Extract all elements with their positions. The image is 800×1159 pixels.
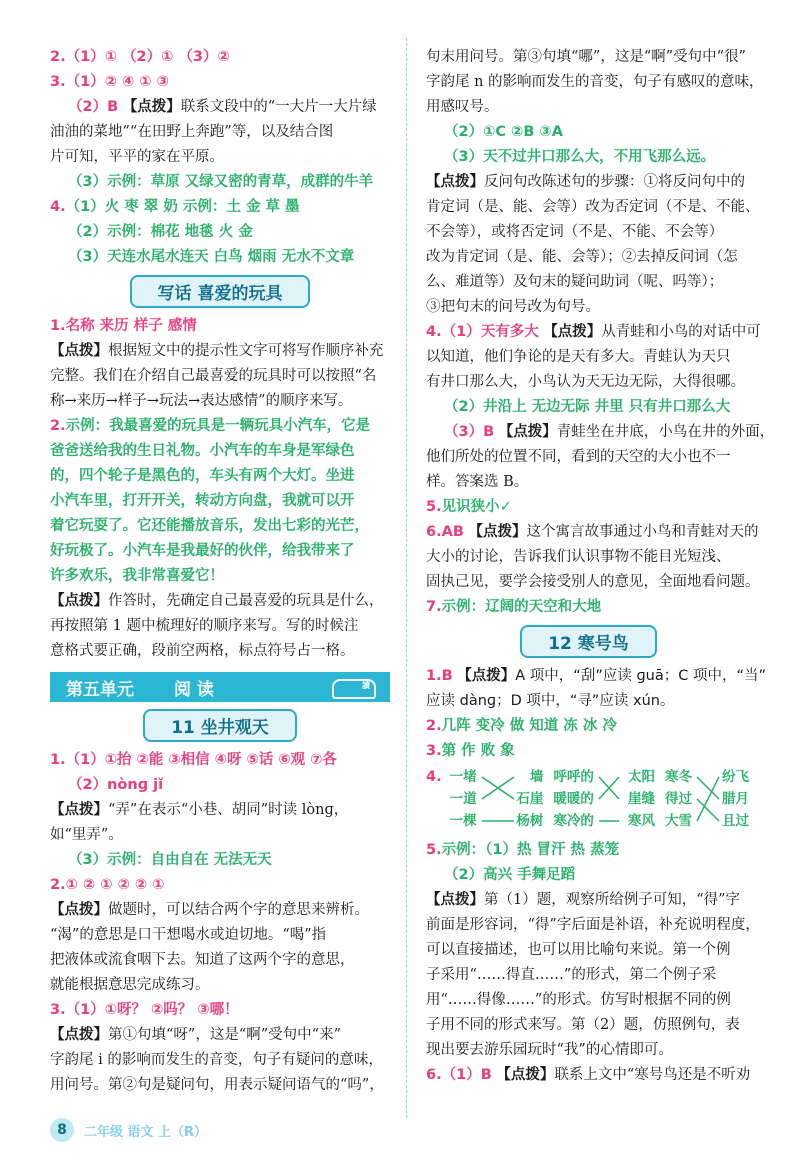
text-line: 称→来历→样子→玩法→表达感情”的顺序来写。 xyxy=(50,393,353,409)
text-line: 不会等），或将否定词（不是、不能、不会等） xyxy=(426,224,724,240)
page-footer xyxy=(50,1118,207,1142)
hint-line: 【点拨】作答时，先确定自己最喜爱的玩具是什么， xyxy=(50,593,384,609)
matching-exercise: 4. 一堵 一道 一棵 墙 石崖 杨树 呼呼的 暖暖的 寒冷的 太阳 崖缝 寒风 寒冬 得过 大雪 纷飞 腊月 且过 xyxy=(426,766,751,836)
text-line: 着它玩耍了。它还能播放音乐，发出七彩的光芒， xyxy=(50,518,369,534)
answer-line: 1.名称 来历 样子 感情 xyxy=(50,318,197,334)
answer-line: 2.（1）① （2）① （3）② xyxy=(50,49,230,65)
answer-line: 2.示例：我最喜爱的玩具是一辆玩具小汽车，它是 xyxy=(50,418,371,434)
check-mark-icon: ✓ xyxy=(499,499,512,515)
text-line: 应读 dànɡ；D 项中，“寻”应读 xún。 xyxy=(426,693,675,709)
text-line: 如“里弄”。 xyxy=(50,827,123,843)
text-line: 完整。我们在介绍自己最喜爱的玩具时可以按照“名 xyxy=(50,368,377,384)
text-line: 改为肯定词（是、能、会等）；②去掉反问词（怎 xyxy=(426,249,738,265)
text-line: 固执己见，要学会接受别人的意见，全面地看问题。 xyxy=(426,574,760,590)
section-header-writing: 写话 喜爱的玩具 xyxy=(50,274,390,308)
text-line: 用“……得像……”的形式。仿写时根据不同的例 xyxy=(426,992,731,1008)
answer-line: （3）示例：自由自在 无法无天 xyxy=(68,852,272,868)
text-line: 子采用“……得直……”的形式，第二个例子采 xyxy=(426,967,717,983)
answer-line: （2）B 【点拨】联系文段中的“一大片一大片绿 xyxy=(68,99,377,115)
answer-line: （2）示例：棉花 地毯 火 金 xyxy=(68,224,253,240)
text-line: 现出要去游乐园玩时“我”的心情即可。 xyxy=(426,1042,673,1058)
answer-line: （3）天连水尾水连天 白鸟 烟雨 无水不文章 xyxy=(68,249,355,265)
answer-line: （2）①C ②B ③A xyxy=(444,124,563,140)
hint-line: 【点拨】第①句填“呀”，这是“啊”受句中“来” xyxy=(50,1027,341,1043)
text-line: 把液体或流食咽下去。知道了这两个字的意思， xyxy=(50,952,355,968)
answer-line: 6.AB 【点拨】这个寓言故事通过小鸟和青蛙对天的 xyxy=(426,524,759,540)
text-line: 的，四个轮子是黑色的，车头有两个大灯。坐进 xyxy=(50,468,355,484)
text-line: “渴”的意思是口干想喝水或迫切地。“喝”指 xyxy=(50,927,327,943)
text-line: 油油的菜地”“在田野上奔跑”等，以及结合图 xyxy=(50,124,334,140)
text-line: 用感叹号。 xyxy=(426,99,499,115)
text-line: 再按照第 1 题中梳理好的顺序来写。写的时候注 xyxy=(50,618,359,634)
text-line: 意格式要正确，段前空两格，标点符号占一格。 xyxy=(50,643,355,659)
answer-line: （3）示例：草原 又绿又密的青草，成群的牛羊 xyxy=(68,174,374,190)
text-line: 肯定词（是、能、会等）改为否定词（不是、不能、 xyxy=(426,199,760,215)
page-number: 8 xyxy=(50,1118,74,1142)
section-header-lesson-12: 12 寒号鸟 xyxy=(426,624,751,658)
text-line: 句末用问号。第③句填“哪”，这是“啊”受句中“很” xyxy=(426,49,746,65)
text-line: 用问号。第②句是疑问句，用表示疑问语气的“吗”， xyxy=(50,1077,384,1093)
match-group-1: 一堵 一道 一棵 墙 石崖 杨树 xyxy=(448,766,546,836)
answer-line: 2.几阵 变冷 做 知道 冻 冰 冷 xyxy=(426,718,617,734)
text-line: 好玩极了。小汽车是我最好的伙伴，给我带来了 xyxy=(50,543,355,559)
section-header-lesson-11: 11 坐井观天 xyxy=(50,708,390,742)
match-group-2: 呼呼的 暖暖的 寒冷的 太阳 崖缝 寒风 xyxy=(551,766,657,836)
match-group-3: 寒冬 得过 大雪 纷飞 腊月 且过 xyxy=(663,766,751,836)
text-line: 样。答案选 B。 xyxy=(426,474,529,490)
answer-line: 6.（1）B 【点拨】联系上文中“寒号鸟还是不听劝 xyxy=(426,1067,751,1083)
answer-line: 4.（1）火 枣 翠 奶 示例：土 金 草 墨 xyxy=(50,199,300,215)
answer-line: 4.（1）天有多大 【点拨】从青蛙和小鸟的对话中可 xyxy=(426,324,761,340)
text-line: 片可知，平平的家在平原。 xyxy=(50,149,224,165)
text-line: 小汽车里，打开开关，转动方向盘，我就可以开 xyxy=(50,493,355,509)
text-line: 字韵尾 i 的影响而发生的音变，句子有疑问的意味， xyxy=(50,1052,383,1068)
answer-line: （2）高兴 手舞足蹈 xyxy=(444,867,576,883)
answer-line: （2）井沿上 无边无际 井里 只有井口那么大 xyxy=(444,399,731,415)
answer-line: 3.第 作 败 象 xyxy=(426,743,515,759)
answer-line: 3.（1）①呀？ ②吗？ ③哪！ xyxy=(50,1002,239,1018)
text-line: 么、难道等）及句末的疑问助词（呢、吗等）； xyxy=(426,274,724,290)
text-line: 大小的讨论，告诉我们认识事物不能目光短浅、 xyxy=(426,549,731,565)
right-column xyxy=(426,45,775,1088)
answer-line: （3）天不过井口那么大，不用飞那么远。 xyxy=(444,149,716,165)
text-line: 可以直接描述，也可以用比喻句来说。第一个例 xyxy=(426,942,731,958)
column-divider xyxy=(406,38,407,1118)
text-line: 有井口那么大，小鸟认为天无边无际，大得很哪。 xyxy=(426,374,745,390)
hint-line: 【点拨】做题时，可以结合两个字的意思来辨析。 xyxy=(50,902,369,918)
unit-banner: 第五单元 阅 读 讀 xyxy=(50,672,390,702)
text-line: 以知道，他们争论的是天有多大。青蛙认为天只 xyxy=(426,349,731,365)
answer-line: 5.见识狭小✓ xyxy=(426,499,512,515)
text-line: 他们所处的位置不同，看到的天空的大小也不一 xyxy=(426,449,731,465)
answer-line: （2）nònɡ jǐ xyxy=(68,777,164,793)
text-line: ③把句末的问号改为句号。 xyxy=(426,299,600,315)
answer-line: 5.示例：（1）热 冒汗 热 蒸笼 xyxy=(426,842,620,858)
text-line: 许多欢乐，我非常喜爱它！ xyxy=(50,568,224,584)
left-column xyxy=(50,45,390,1098)
hint-line: 【点拨】第（1）题，观察所给例子可知，“得”字 xyxy=(426,892,741,908)
answer-line: 3.（1）② ④ ① ③ xyxy=(50,74,169,90)
footer-book-title: 二年级 语文 上（R） xyxy=(84,1124,208,1140)
text-line: 就能根据意思完成练习。 xyxy=(50,977,210,993)
hint-line: 【点拨】“弄”在表示“小巷、胡同”时读 lònɡ， xyxy=(50,802,349,818)
text-line: 前面是形容词，“得”字后面是补语，补充说明程度， xyxy=(426,917,760,933)
answer-line: 1.B 【点拨】A 项中，“刮”应读 ɡuā；C 项中，“当” xyxy=(426,668,766,684)
answer-line: 1.（1）①抬 ②能 ③相信 ④呀 ⑤话 ⑥观 ⑦各 xyxy=(50,752,337,768)
answer-line: 2.① ② ① ② ② ① xyxy=(50,877,165,893)
answer-line: （3）B 【点拨】青蛙坐在井底，小鸟在井的外面， xyxy=(444,424,775,440)
answer-line: 7.示例：辽阔的天空和大地 xyxy=(426,599,602,615)
hint-line: 【点拨】根据短文中的提示性文字可将写作顺序补充 xyxy=(50,343,384,359)
text-line: 字韵尾 n 的影响而发生的音变，句子有感叹的意味， xyxy=(426,74,764,90)
hint-line: 【点拨】反问句改陈述句的步骤：①将反问句中的 xyxy=(426,174,745,190)
text-line: 爸爸送给我的生日礼物。小汽车的车身是军绿色 xyxy=(50,443,355,459)
text-line: 子用不同的形式来写。第（2）题，仿照例句，表 xyxy=(426,1017,740,1033)
